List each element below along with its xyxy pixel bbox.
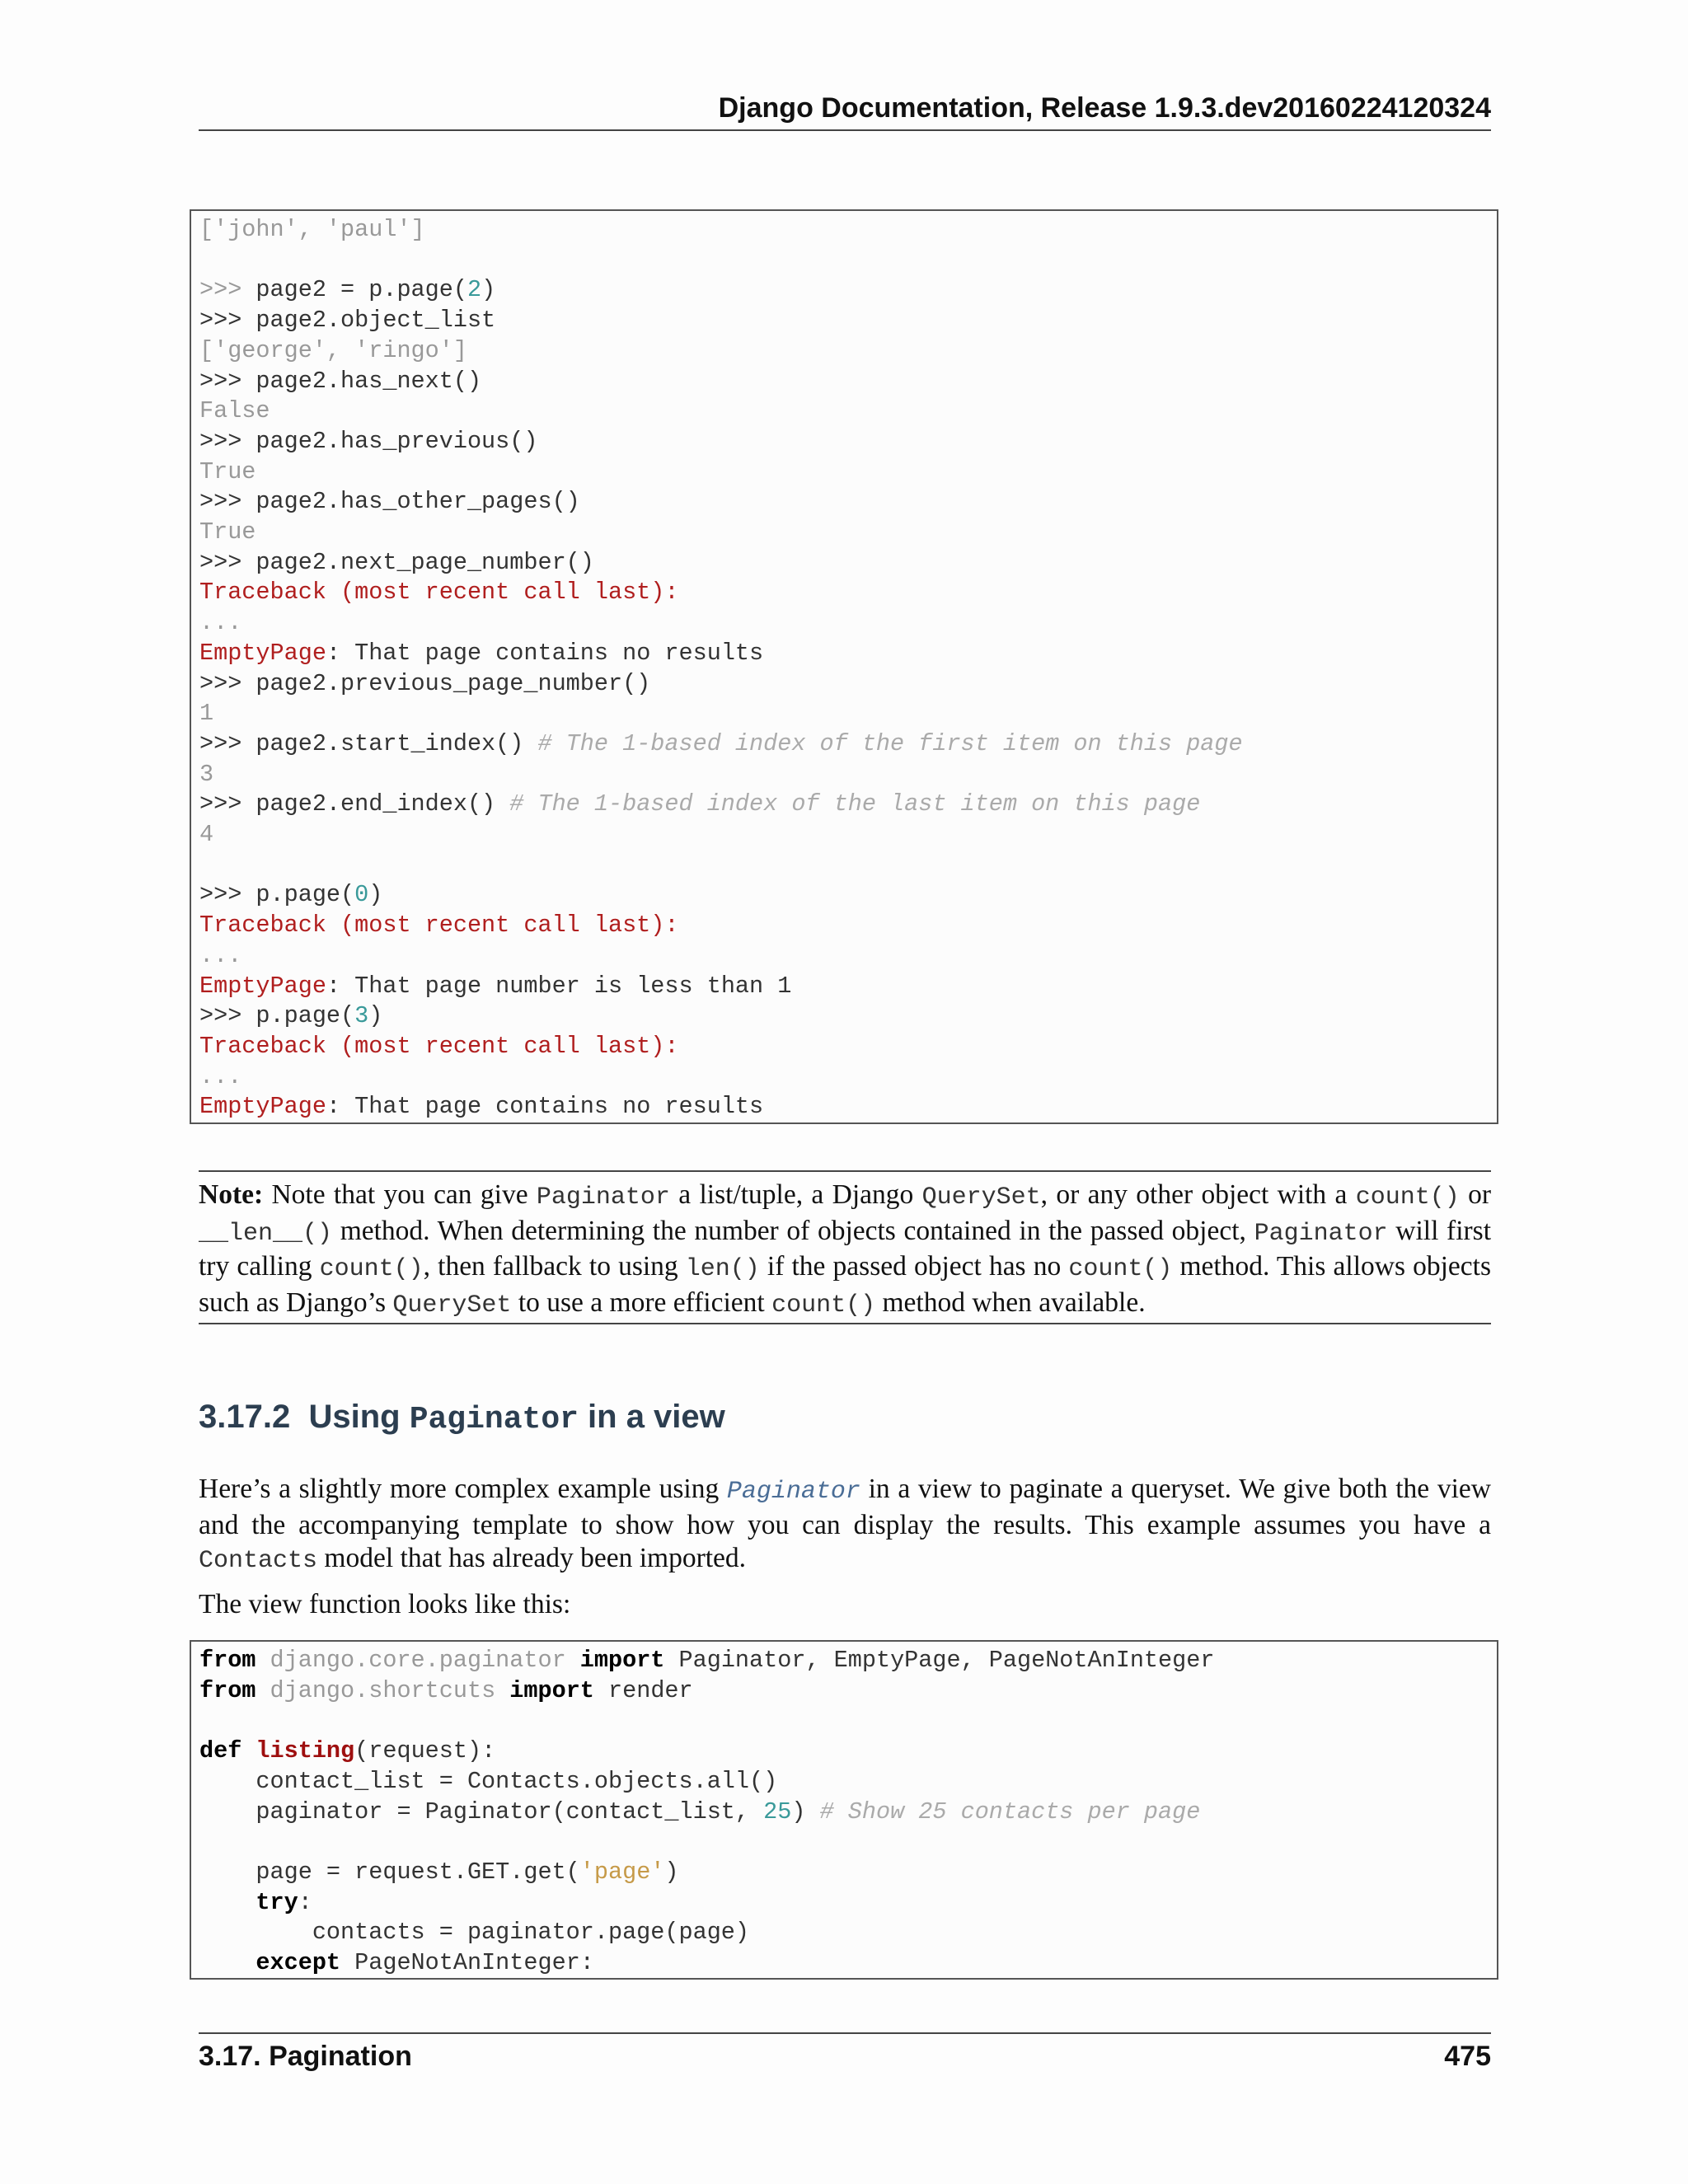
note-text: if the passed object has no: [759, 1251, 1069, 1282]
code-comment: # The 1-based index of the first item on this page: [537, 729, 1243, 757]
code-line: Paginator, EmptyPage, PageNotAnInteger: [664, 1647, 1215, 1674]
inline-code: Paginator: [536, 1183, 670, 1212]
page-number: 475: [1444, 2041, 1491, 2072]
code-keyword: def: [199, 1737, 242, 1765]
code-line: ): [481, 276, 496, 304]
code-line: >>> page2.has_previous(): [199, 427, 538, 455]
code-line: page = request.GET.get(: [199, 1858, 580, 1886]
code-output: True: [199, 457, 256, 485]
note-label: Note:: [199, 1179, 264, 1210]
code-line: >>> page2.previous_page_number(): [199, 669, 651, 697]
code-line: (request):: [354, 1737, 496, 1765]
footer-section-title: 3.17. Pagination: [199, 2041, 412, 2072]
running-header: Django Documentation, Release 1.9.3.dev20160224120324: [718, 92, 1491, 124]
note-text: method when available.: [875, 1286, 1146, 1318]
code-number: 2: [467, 276, 482, 304]
code-line: >>> page2.has_other_pages(): [199, 488, 580, 516]
code-block-view-function: [190, 1640, 1498, 1980]
code-line: ): [368, 1002, 383, 1030]
code-line: ): [791, 1797, 820, 1825]
inline-code: count(): [1068, 1255, 1173, 1283]
code-ellipsis: ...: [199, 609, 242, 637]
code-line: paginator = Paginator(contact_list,: [199, 1797, 764, 1825]
code-line: >>> page2.object_list: [199, 307, 496, 335]
code-exception-msg: : That page number is less than 1: [326, 972, 792, 1000]
code-number: 0: [354, 881, 369, 909]
code-module: django.core.paginator: [256, 1647, 580, 1674]
code-exception-name: EmptyPage: [199, 1093, 326, 1121]
inline-code: Contacts: [199, 1547, 318, 1575]
code-keyword: import: [509, 1676, 594, 1704]
code-line: contacts = paginator.page(page): [199, 1919, 750, 1947]
note-text: , then fallback to using: [423, 1251, 686, 1282]
note-text: method. When determining the number of objects contained in the passed object,: [332, 1215, 1254, 1246]
code-block-paginator-example: [190, 209, 1498, 1124]
body-paragraph: The view function looks like this:: [199, 1589, 571, 1619]
code-comment: # Show 25 contacts per page: [819, 1797, 1201, 1825]
code-traceback: Traceback (most recent call last):: [199, 912, 679, 940]
code-number: 25: [763, 1797, 792, 1825]
paragraph-text: in a view to paginate a queryset. We give both the view and the accompanying template to show how you can display the results. This example assumes you have a: [199, 1474, 1491, 1540]
code-function-name: listing: [256, 1737, 355, 1765]
code-exception-msg: : That page contains no results: [326, 1093, 764, 1121]
paragraph-text: model that has already been imported.: [317, 1543, 747, 1573]
section-heading: [199, 1399, 725, 1437]
code-line: >>> p.page(: [199, 1002, 355, 1030]
inline-code: len(): [685, 1255, 760, 1283]
note-text: Note that you can give: [263, 1179, 537, 1210]
code-line: >>> page2.has_next(): [199, 367, 482, 395]
code-line: :: [298, 1888, 312, 1916]
code-output: 3: [199, 760, 214, 788]
code-exception-name: EmptyPage: [199, 639, 326, 667]
note-text: method. This allows objects such as Django’s: [199, 1251, 1491, 1318]
code-number: 3: [354, 1002, 369, 1030]
code-output: 4: [199, 821, 214, 849]
section-title-code: Paginator: [409, 1402, 579, 1437]
code-line: PageNotAnInteger:: [340, 1949, 594, 1977]
code-output: True: [199, 518, 256, 546]
header-divider: [199, 129, 1491, 131]
code-traceback: Traceback (most recent call last):: [199, 579, 679, 607]
footer-divider: [199, 2032, 1491, 2034]
section-title-text: in a view: [578, 1399, 725, 1435]
inline-code: Paginator: [1254, 1219, 1388, 1248]
code-string: 'page': [579, 1858, 665, 1886]
note-bottom-divider: [199, 1323, 1491, 1324]
code-line: >>> page2.next_page_number(): [199, 548, 594, 576]
code-ellipsis: ...: [199, 941, 242, 969]
section-title-text: Using: [308, 1399, 410, 1435]
note-box: [199, 1179, 1491, 1322]
code-line: page2 = p.page(: [256, 276, 467, 304]
code-exception-name: EmptyPage: [199, 972, 326, 1000]
code-output: ['george', 'ringo']: [199, 336, 467, 364]
inline-code: __len__(): [199, 1219, 333, 1248]
section-number: 3.17.2: [199, 1399, 291, 1435]
code-line: >>> page2.end_index(): [199, 790, 510, 818]
code-output: False: [199, 397, 270, 425]
note-top-divider: [199, 1170, 1491, 1172]
code-line: ): [664, 1858, 679, 1886]
code-keyword: from: [199, 1676, 256, 1704]
note-text: a list/tuple, a Django: [669, 1179, 922, 1210]
code-exception-msg: : That page contains no results: [326, 639, 764, 667]
code-prompt: >>>: [199, 276, 256, 304]
code-traceback: Traceback (most recent call last):: [199, 1032, 679, 1060]
code-keyword: except: [256, 1949, 341, 1977]
code-output: 1: [199, 700, 214, 728]
code-output: ['john', 'paul']: [199, 216, 425, 243]
note-text: or: [1459, 1179, 1492, 1210]
code-keyword: try: [256, 1888, 298, 1916]
note-text: will first try calling: [199, 1215, 1491, 1282]
code-module: django.shortcuts: [256, 1676, 510, 1704]
body-paragraph: [199, 1473, 1491, 1578]
code-keyword: from: [199, 1647, 256, 1674]
note-text: , or any other object with a: [1040, 1179, 1356, 1210]
code-comment: # The 1-based index of the last item on this page: [509, 790, 1201, 818]
code-line: render: [593, 1676, 693, 1704]
code-line: contact_list = Contacts.objects.all(): [199, 1767, 778, 1795]
code-line: >>> p.page(: [199, 881, 355, 909]
inline-code: count(): [319, 1255, 424, 1283]
code-line: ): [368, 881, 383, 909]
paginator-link[interactable]: Paginator: [726, 1478, 860, 1506]
inline-code: count(): [771, 1291, 876, 1319]
inline-code: QuerySet: [921, 1183, 1041, 1212]
inline-code: count(): [1355, 1183, 1460, 1212]
inline-code: QuerySet: [392, 1291, 512, 1319]
code-keyword: import: [579, 1647, 665, 1674]
code-line: >>> page2.start_index(): [199, 729, 538, 757]
code-ellipsis: ...: [199, 1062, 242, 1090]
paragraph-text: Here’s a slightly more complex example using: [199, 1474, 727, 1504]
note-text: to use a more efficient: [511, 1286, 772, 1318]
